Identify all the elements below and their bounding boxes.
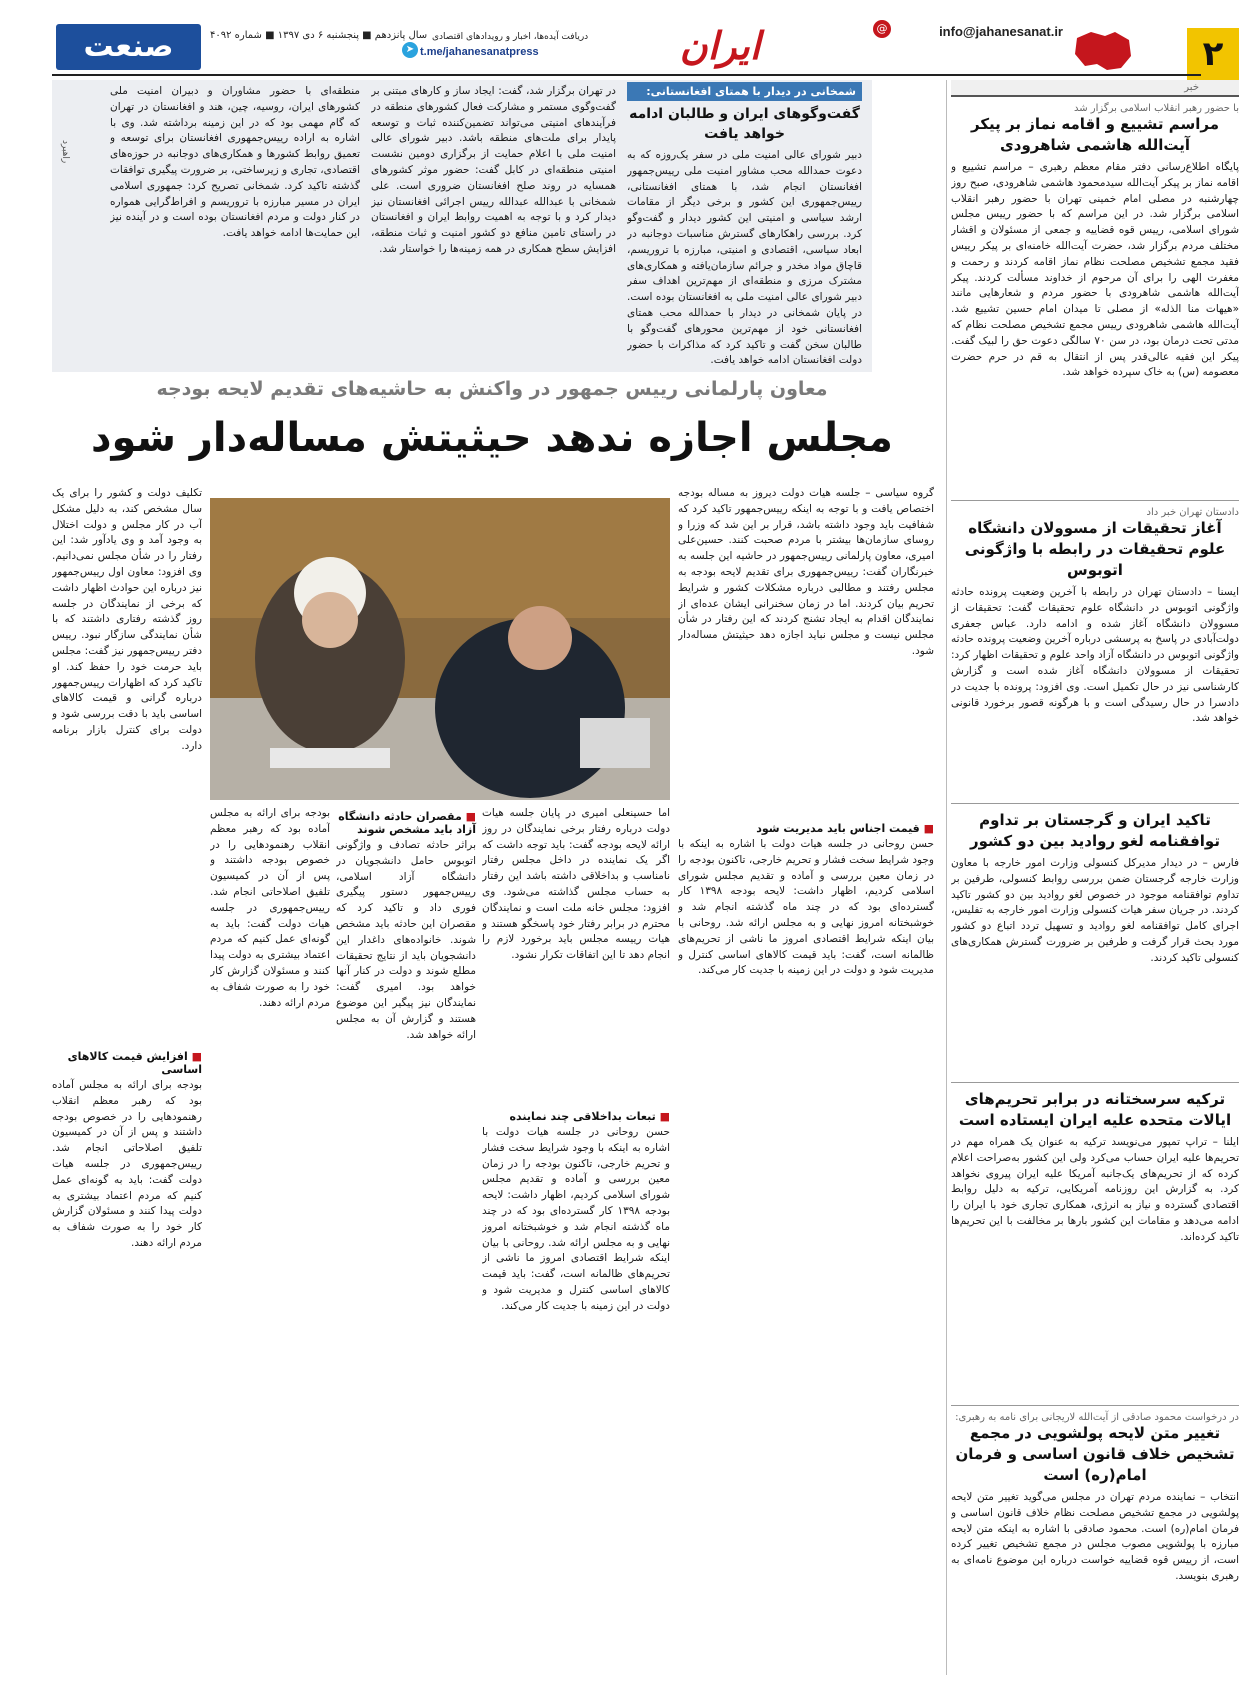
telegram-caption: دریافت آیده‌ها، اخبار و رویدادهای اقتصادی	[432, 32, 589, 42]
top-col-1: دبیر شورای عالی امنیت ملی در سفر یک‌روزه که به دعوت حمدالله محب مشاور امنیت ملی رییس‌جمهور افغانستان انجام شد، با همتای افغانستانی، رییس‌جمهوری این کشور و برخی دیگر از مقامات ارشد سیاسی و امنیتی این کشور دیدار و گفت‌وگو کرد. بررسی راهکارهای گسترش مناسبات دوجانبه در ابعاد سیاسی، اقتصادی و امنیتی، مبارزه با تروریسم، قاچاق مواد مخدر و جرائم سازمان‌یافته و همکاری‌های مشترک مرزی و منطقه‌ای از مهم‌ترین اهداف سفر دبیر شورای عالی امنیت ملی به افغانستان بوده است. در پایان شمخانی در دیدار با حمدالله محب همتای افغانستانی خود از مهم‌ترین محورهای گفت‌وگو با طالبان سخن گفت و تاکید کرد که مذاکرات با حضور دولت افغانستان ادامه خواهد یافت.	[627, 149, 862, 367]
sub-heading-1: ■ قیمت اجناس باید مدیریت شود	[678, 822, 934, 835]
main-col-a-wrap	[678, 818, 934, 1673]
main-col-b-wrap	[482, 806, 670, 1674]
main-col-b-more: حسن روحانی در جلسه هیات دولت با اشاره به اینکه با وجود شرایط سخت فشار و تحریم خارجی، تاکنون بودجه را در زمان معین بررسی و آماده و تقدیم مجلس شورای اسلامی کردیم، اظهار داشت: لایحه بودجه ۱۳۹۸ کار گسترده‌ای بود که در چند ماه گذشته انجام شد و خوشبختانه امروز نهایی و به مجلس ارائه شد. روحانی با بیان اینکه شرایط اقتصادی امروز ما ناشی از تحریم‌های ظالمانه است، گفت: باید قیمت کالاهای اساسی کنترل و مدیریت شود و دولت در این زمینه با جدیت کار می‌کند.	[482, 1126, 670, 1312]
right-column-divider	[946, 80, 947, 1675]
main-col-b-intro: اما حسینعلی امیری در پایان جلسه هیات دولت درباره رفتار برخی نمایندگان در روز ارائه لایحه بودجه گفت: باید توجه داشت که اگر یک نماینده در داخل مجلس رفتار نامناسب و بداخلاقی داشته باشد این رفتار به حساب مجلس گذاشته می‌شود. وی افزود: مجلس خانه ملت است و نمایندگان محترم در برابر رفتار خود پاسخگو هستند و هیات رییسه مجلس باید برخورد لازم را انجام دهد تا این اتفاقات تکرار نشود.	[482, 807, 670, 962]
main-col-e-more: بودجه برای ارائه به مجلس آماده بود که رهبر معظم انقلاب رهنمودهایی را در خصوص بودجه داشتند و پس از آن در کمیسیون تلفیق اصلاحاتی انجام شد. رییس‌جمهوری در جلسه هیات دولت گفت: باید به گونه‌ای عمل کنیم که مردم اعتماد بیشتری به دولت پیدا کنند و مسئولان گزارش کار خود را به صورت شفاف به مردم ارائه دهند.	[52, 1079, 202, 1249]
mail-icon: @	[873, 20, 891, 38]
sanat-logo: صنعت	[56, 24, 201, 70]
story5-title: تغییر متن لایحه پولشویی در مجمع تشخیص خلاف قانون اساسی و فرمان امام(ره) است	[955, 1424, 1235, 1484]
sub-heading-3: ■ مقصران حادثه دانشگاه آزاد باید مشخص شوند	[336, 810, 476, 836]
main-lead-col: گروه سیاسی – جلسه هیات دولت دیروز به مساله بودجه اختصاص یافت و با توجه به اینکه رییس‌جمهور تاکید کرد که شفافیت باید وجود داشته باشد، قرار بر این شد که وزرا و روسای سازمان‌ها بیشتر با مردم صحبت کنند. حسین‌علی امیری، معاون پارلمانی رییس‌جمهور در حاشیه این جلسه به خبرنگاران گفت: رییس‌جمهوری برای تقدیم لایحه بودجه به مجلس رفتند و مطالبی درباره مشکلات کشور و شرایط تحریم بیان کردند. اما در زمان سخنرانی ایشان عده‌ای از نمایندگان اقدام به ایجاد تشنج کردند که این رفتار در شأن مجلس نیست و مجلس نباید اجازه دهد حیثیتش مساله‌دار شود.	[678, 487, 934, 657]
story3-title: تاکید ایران و گرجستان بر تداوم توافقنامه لغو روادید بین دو کشور	[970, 811, 1220, 850]
cabinet-photo-image	[210, 498, 670, 800]
story5-body: انتخاب – نماینده مردم تهران در مجلس می‌گوید تغییر متن لایحه پولشویی در مجمع تشخیص مصلحت نظام خلاف قانون اساسی و فرمان امام(ره) است. محمود صادقی با اشاره به اینکه متن لایحه مبارزه با پولشویی مصوب مجلس در مجمع تشخیص تغییر کرده است، از رییس قوه قضاییه خواست درباره این موضوع نامه‌ای به رهبری بنویسد.	[951, 1491, 1239, 1582]
telegram-icon: ➤	[402, 42, 418, 58]
story2-kicker: دادستان تهران خبر داد	[1146, 507, 1239, 518]
right-category: خبر	[951, 80, 1239, 97]
main-col-c: براثر حادثه تصادف و واژگونی اتوبوس حامل دانشجویان در دانشگاه آزاد اسلامی، رییس‌جمهور دستور پیگیری فوری داد و تاکید کرد که مقصران این حادثه باید مشخص شوند. خانواده‌های داغدار این دانشجویان باید از نتایج تحقیقات مطلع شوند و دولت در کنار آنها خواهد بود. امیری گفت: نمایندگان نیز پیگیر این موضوع هستند و گزارش آن به مجلس ارائه خواهد شد.	[336, 839, 476, 1041]
story3-body: فارس – در دیدار مدیرکل کنسولی وزارت امور خارجه با معاون وزارت خارجه گرجستان ضمن بررسی روابط کنسولی، طرفین بر تداوم توافقنامه موجود در خصوص لغو روادید بین دو کشور تاکید کردند. در جریان سفر هیات کنسولی وزارت امور خارجه به تفلیس، اجرای کامل توافقنامه لغو روادید و تسهیل تردد اتباع دو کشور مورد بحث قرار گرفت و طرفین بر ضرورت گسترش همکاری‌های کنسولی تاکید کردند.	[951, 857, 1239, 964]
iran-map-icon	[1071, 28, 1135, 74]
main-col-e-wrap	[52, 486, 202, 1674]
top-col-2: در تهران برگزار شد، گفت: ایجاد ساز و کارهای مبتنی بر گفت‌وگوی مستمر و مشارکت فعال کشورهای منطقه در فرآیندهای امنیتی می‌تواند تضمین‌کننده ثبات و توسعه پایدار برای ملت‌های منطقه باشد. دبیر شورای عالی امنیت ملی با اعلام حمایت از برگزاری دومین نشست امنیتی منطقه‌ای در کابل گفت: حضور موثر کشورهای همسایه در روند صلح افغانستان ضروری است. علی شمخانی با عبدالله عبدالله رییس اجرائی افغانستان نیز دیدار کرد و با توجه به اهمیت روابط ایران و افغانستان در راستای تامین منافع دو کشور امنیت و ثبات منطقه، افزایش سطح همکاری در همه زمینه‌ها را خواستار شد.	[371, 85, 616, 255]
story2-body: ایسنا – دادستان تهران در رابطه با آخرین وضعیت پرونده حادثه واژگونی اتوبوس در دانشگاه علوم تحقیقات گفت: تحقیقات از مسوولان دانشگاه آغاز شده و ادامه دارد. عباس جعفری دولت‌آبادی در پاسخ به پرسشی درباره آخرین وضعیت پرونده حادثه واژگونی اتوبوس در دانشگاه آزاد واحد علوم و تحقیقات اظهار کرد: تحقیقات از مسوولان دانشگاه آغاز شده است و گزارش کارشناسی نیز در حال تکمیل است. وی افزود: پرونده با جدیت در دادسرا در حال رسیدگی است و با هرگونه قصور برخورد قانونی خواهد شد.	[951, 586, 1239, 725]
header-rule	[52, 74, 1201, 76]
side-label: راهبرد	[60, 140, 70, 164]
main-col-c-wrap	[336, 806, 476, 1674]
main-kicker: معاون پارلمانی رییس جمهور در واکنش به حاشیه‌های تقدیم لایحه بودجه	[156, 378, 828, 400]
main-col-a: حسن روحانی در جلسه هیات دولت با اشاره به اینکه با وجود شرایط سخت فشار و تحریم خارجی، تاکنون بودجه را در زمان معین بررسی و آماده و تقدیم مجلس شورای اسلامی کردیم، اظهار داشت: لایحه بودجه ۱۳۹۸ کار گسترده‌ای بود که در چند ماه گذشته انجام شد و خوشبختانه امروز نهایی و به مجلس ارائه شد. روحانی با بیان اینکه شرایط اقتصادی امروز ما ناشی از تحریم‌های ظالمانه است، گفت: باید قیمت کالاهای اساسی کنترل و مدیریت شود و دولت در این زمینه با جدیت کار می‌کند.	[678, 838, 934, 977]
story4-title: ترکیه سرسختانه در برابر تحریم‌های ایالات متحده علیه ایران ایستاده است	[958, 1090, 1232, 1129]
top-kicker: شمخانی در دیدار با همتای افغانستانی:	[627, 82, 862, 101]
story1-title: مراسم تشییع و اقامه نماز بر پیکر آیت‌الله هاشمی شاهرودی	[970, 115, 1220, 154]
main-col-d-wrap	[210, 806, 330, 1674]
iran-logo: ایران	[679, 23, 761, 68]
story2-title: آغاز تحقیقات از مسوولان دانشگاه علوم تحقیقات در رابطه با واژگونی اتوبوس	[964, 519, 1226, 579]
story1-body: پایگاه اطلاع‌رسانی دفتر مقام معظم رهبری – مراسم تشییع و اقامه نماز بر پیکر آیت‌الله سیدمحمود هاشمی شاهرودی، صبح روز چهارشنبه در مصلی امام خمینی تهران با حضور رهبر انقلاب اسلامی برگزار شد. در این مراسم که با حضور رییس مجلس شورای اسلامی، رییس قوه قضاییه و جمعی از مسئولان و اقشار مختلف مردم برگزار شد، حضرت آیت‌الله خامنه‌ای بر پیکر رییس فقید مجمع تشخیص مصلحت نظام نماز اقامه کردند و رحمت و مغفرت الهی را برای آن مرحوم از خداوند مسألت کردند. پیکر آیت‌الله هاشمی شاهرودی با حضور مردم و شعارهایی مانند «هیهات منا الذله» از مصلی تا میدان امام حسین تشییع شد. آیت‌الله هاشمی شاهرودی رییس مجمع تشخیص مصلحت نظام که مدتی تحت درمان بود، در سن ۷۰ سالگی دعوت حق را لبیک گفت. پیکر این فقیه عالی‌قدر پس از انتقال به قم در حرم حضرت معصومه (س) به خاک سپرده خواهد شد.	[951, 161, 1239, 379]
top-col-3: منطقه‌ای با حضور مشاوران و دبیران امنیت ملی کشورهای ایران، روسیه، چین، هند و افغانستان در تهران که گام مهمی بود که در این زمینه برداشته شد. وی با اشاره به اراده رییس‌جمهوری افغانستان برای توسعه و تعمیق روابط کشورها و همکاری‌های دوجانبه در حوزه‌های اقتصادی، تجاری و زیرساختی، بر ضرورت پیگیری توافقات گذشته تاکید کرد. شمخانی تصریح کرد: جمهوری اسلامی ایران در مسیر مبارزه با تروریسم و افراط‌گرایی همواره در کنار دولت و مردم افغانستان بوده است و در آینده نیز این حمایت‌ها ادامه خواهد یافت.	[110, 85, 360, 240]
issue-info: سال پانزدهم ■ پنجشنبه ۶ دی ۱۳۹۷ ■ شماره ۴۰۹۲	[210, 30, 428, 41]
main-col-e: تکلیف دولت و کشور را برای یک سال مشخص کند، به دلیل مشکل آب در کار مجلس و دولت اختلال به وجود آمد و وی یادآور شد: این رفتار را در شأن مجلس نمی‌دانیم. وی افزود: معاون اول رییس‌جمهور نیز درباره این حوادث اظهار داشت که برخی از نمایندگان در جلسه روز گذشته رفتاری داشتند که با شأن نمایندگی سازگار نبود. رییس دفتر رییس‌جمهور نیز گفت: مجلس باید حرمت خود را حفظ کند. او تاکید کرد که اظهارات رییس‌جمهور درباره گرانی و قیمت کالاهای اساسی باید با دقت بررسی شود و دولت برای کنترل بازار برنامه دارد.	[52, 487, 202, 752]
page-number: ۲	[1187, 28, 1239, 80]
top-news-box	[52, 80, 872, 372]
story1-kicker: با حضور رهبر انقلاب اسلامی برگزار شد	[1073, 103, 1239, 114]
main-col-d: بودجه برای ارائه به مجلس آماده بود که رهبر معظم انقلاب رهنمودهایی را در خصوص بودجه داشتند و پس از آن در کمیسیون تلفیق اصلاحاتی انجام شد. رییس‌جمهوری در جلسه هیات دولت گفت: باید به گونه‌ای عمل کنیم که مردم اعتماد بیشتری به دولت پیدا کنند و مسئولان گزارش کار خود را به صورت شفاف به مردم ارائه دهند.	[210, 807, 330, 1009]
right-column	[951, 80, 1239, 1675]
story4-body: ایلنا – تراپ تمپور می‌نویسد ترکیه به عنوان یک همراه مهم در تحریم‌ها علیه ایران حساب می‌کرد ولی این کشور به‌صراحت اعلام کرده که از تحریم‌های یک‌جانبه آمریکا علیه ایران پیروی نخواهد کرد. به گزارش این روزنامه آمریکایی، ترکیه به دلیل روابط اقتصادی گسترده و نیاز به انرژی، همکاری تجاری خود با ایران را ادامه می‌دهد و مقامات این کشور بارها بر مخالفت با این تحریم‌ها تاکید کرده‌اند.	[951, 1136, 1239, 1243]
email-address[interactable]: info@jahanesanat.ir	[939, 24, 1063, 39]
sub-heading-4: ■ افزایش قیمت کالاهای اساسی	[52, 1050, 202, 1076]
telegram-link[interactable]: t.me/jahanesanatpress	[420, 46, 539, 58]
top-title: گفت‌وگوهای ایران و طالبان ادامه خواهد یافت	[629, 106, 860, 142]
cabinet-photo	[210, 498, 670, 800]
sub-heading-2: ■ تبعات بداخلاقی چند نماینده	[482, 1110, 670, 1123]
story5-kicker: در درخواست محمود صادقی از آیت‌الله لاریجانی برای نامه به رهبری:	[955, 1412, 1239, 1423]
main-title: مجلس اجازه ندهد حیثیتش مساله‌دار شود	[91, 415, 893, 461]
